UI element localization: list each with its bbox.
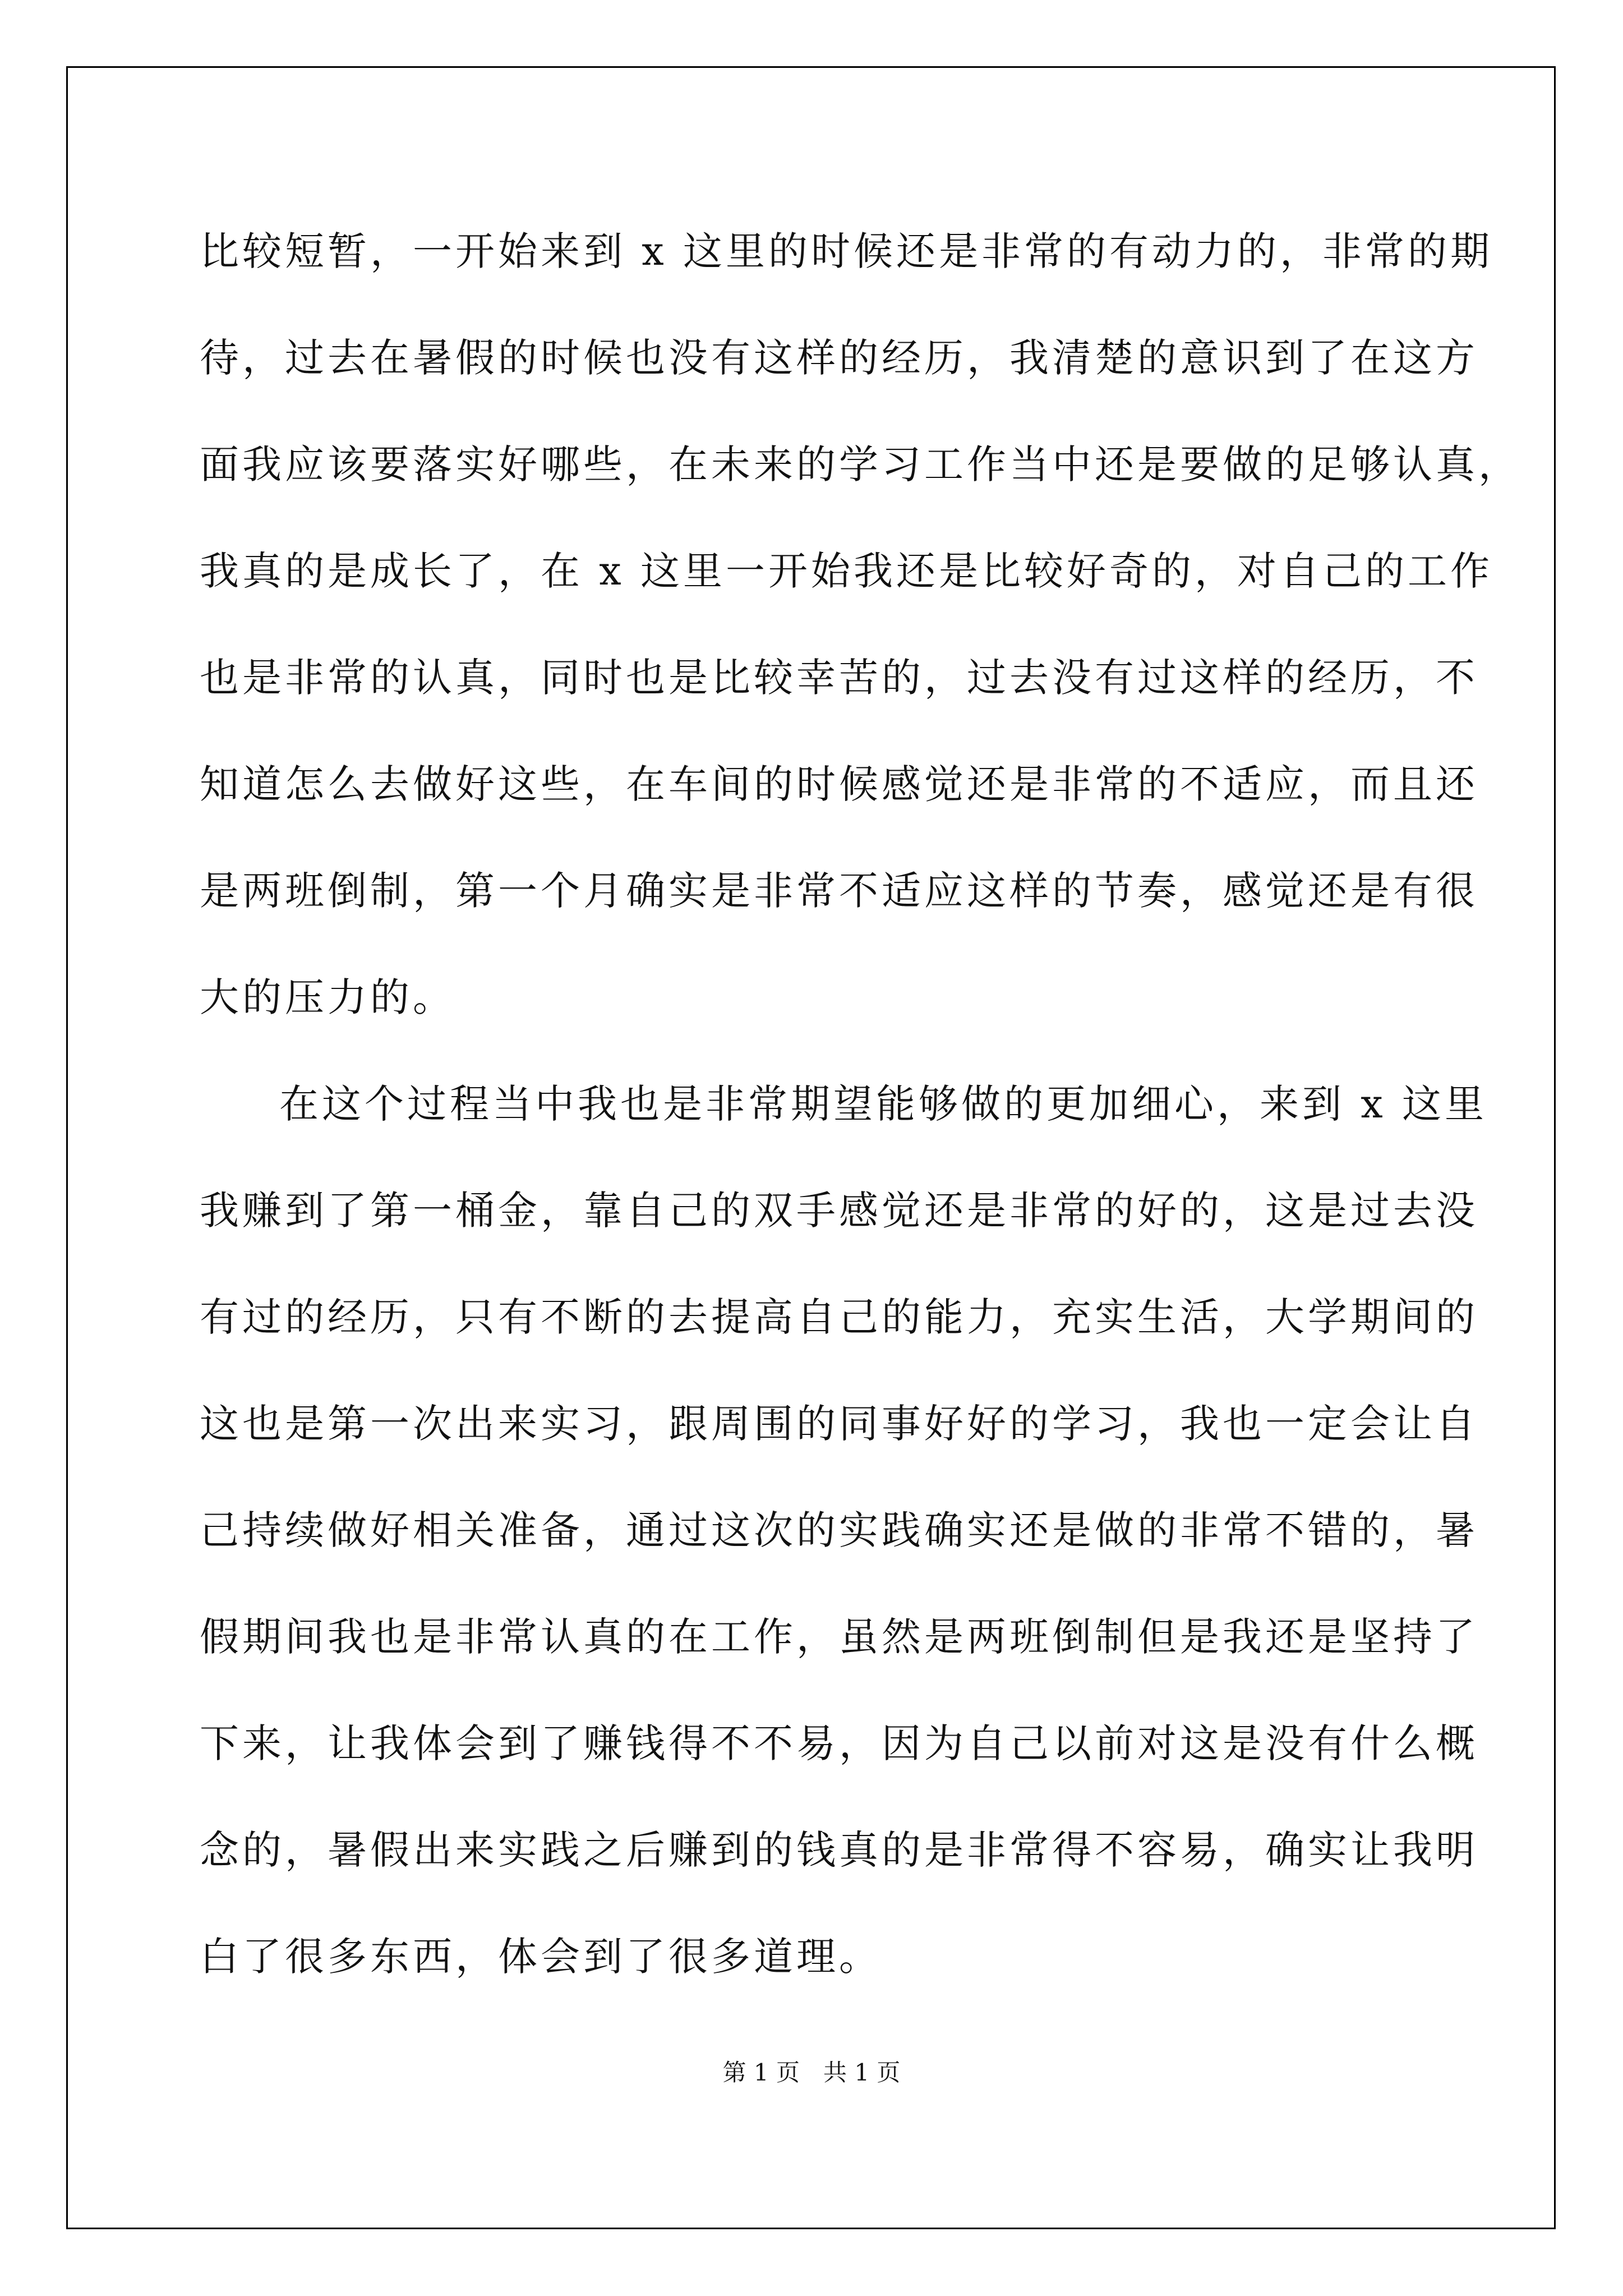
page-number-footer: 第 1 页 共 1 页	[722, 2059, 901, 2086]
body-line-16: 念的，暑假出来实践之后赚到的钱真的是非常得不容易，确实让我明	[200, 1827, 1478, 1873]
body-line-17: 白了很多东西，体会到了很多道理。	[200, 1934, 882, 1980]
body-line-9: 在这个过程当中我也是非常期望能够做的更加细心，来到 x 这里	[279, 1081, 1487, 1127]
body-line-13: 己持续做好相关准备，通过这次的实践确实还是做的非常不错的，暑	[200, 1507, 1478, 1553]
body-line-10: 我赚到了第一桶金，靠自己的双手感觉还是非常的好的，这是过去没	[200, 1188, 1478, 1234]
body-line-3: 面我应该要落实好哪些，在未来的学习工作当中还是要做的足够认真，	[200, 441, 1521, 487]
body-line-6: 知道怎么去做好这些，在车间的时候感觉还是非常的不适应，而且还	[200, 761, 1478, 807]
body-line-5: 也是非常的认真，同时也是比较幸苦的，过去没有过这样的经历，不	[200, 655, 1478, 701]
body-line-2: 待，过去在暑假的时候也没有这样的经历，我清楚的意识到了在这方	[200, 335, 1478, 381]
body-line-14: 假期间我也是非常认真的在工作，虽然是两班倒制但是我还是坚持了	[200, 1614, 1478, 1660]
body-line-1: 比较短暂，一开始来到 x 这里的时候还是非常的有动力的，非常的期	[200, 228, 1493, 274]
body-line-7: 是两班倒制，第一个月确实是非常不适应这样的节奏，感觉还是有很	[200, 868, 1478, 914]
body-line-15: 下来，让我体会到了赚钱得不不易，因为自己以前对这是没有什么概	[200, 1720, 1478, 1766]
body-line-11: 有过的经历，只有不断的去提高自己的能力，充实生活，大学期间的	[200, 1294, 1478, 1340]
body-line-8: 大的压力的。	[200, 974, 455, 1020]
body-line-12: 这也是第一次出来实习，跟周围的同事好好的学习，我也一定会让自	[200, 1401, 1478, 1447]
body-line-4: 我真的是成长了，在 x 这里一开始我还是比较好奇的，对自己的工作	[200, 548, 1493, 594]
